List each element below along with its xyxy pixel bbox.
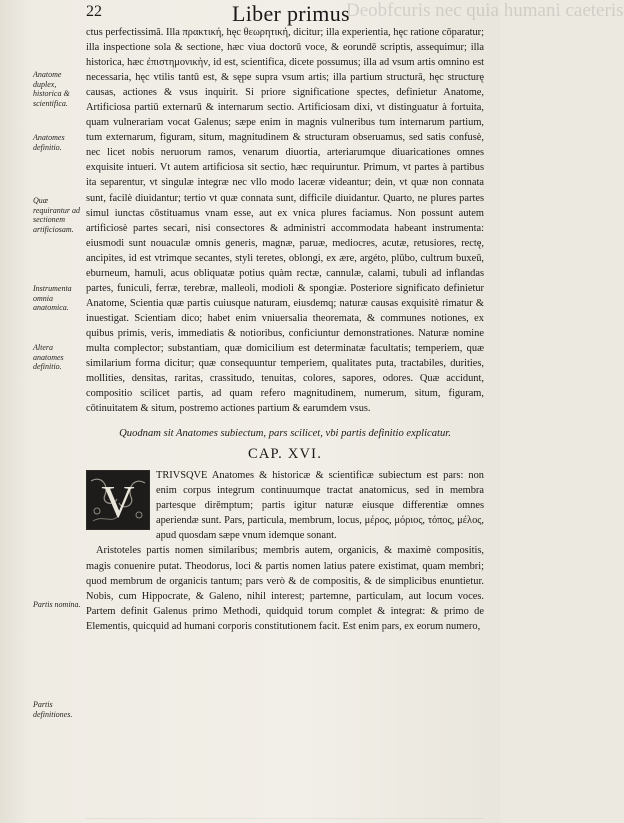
page-bottom-edge — [86, 818, 484, 819]
running-header: Liber primus — [232, 1, 350, 26]
chapter-heading: CAP. XVI. — [247, 446, 323, 463]
dropcap-letter: V — [101, 476, 135, 528]
margin-note-partis-nomina: Partis nomina. — [33, 600, 81, 609]
margin-note-partis-definitiones: Partis definitiones. — [33, 700, 73, 719]
chapter-paragraph-1-text: TRIVSQVE Anatomes & historicæ & scientificæ subiectum est pars: non enim corpus integrum continuumque tractat anatomicus, sed in membra partesque dirēmptum; partis igitur naturæ eiusque differentiæ omnes aperiendæ sunt. Pars, particula, membrum, locus, μέρος, μόριος, τόπος, μέλος, apud quosdam sæpe vnum idemque sonant. — [156, 470, 484, 542]
margin-note-anatome-duplex: Anatome duplex, historica & scientifica. — [33, 70, 70, 108]
chapter-paragraph-2: Aristoteles partis nomen similaribus; membris autem, organicis, & maximè compositis, magis conuenire putat. Theodorus, loci & partis nomen latius patere existimat, quam membri; quod membrum de organicis tantum; pars verò & de compositis, & de simplicibus enuntietur. Nobis, cum Hippocrate, & Galeno, nihil interest; partemne, particulam, aut locum voces. Partem definit Galenus primo Methodi, quidquid torum complet & integrat: & primo de Elementis, quicquid ad humani corporis constitutionem facit. Est enim pars, ex eorum numero, — [86, 545, 484, 632]
dropcap-ornament — [86, 470, 150, 530]
text-column — [86, 25, 484, 634]
margin-note-instrumenta: Instrumenta omnia anatomica. — [33, 284, 72, 313]
page-number: 22 — [86, 3, 102, 20]
margin-note-quae-requirantur: Quæ requirantur ad sectionem artificiosam. — [33, 196, 81, 234]
bleed-through-text: Deobfcuris nec quia humani caeteris — [346, 0, 624, 21]
section-subtitle: Quodnam sit Anatomes subiectum, pars scilicet, vbi partis definitio explicatur. — [119, 428, 451, 440]
margin-note-altera-definitio: Altera anatomes definitio. — [33, 343, 64, 372]
chapter-paragraph-1 — [86, 468, 484, 543]
main-paragraph: ctus perfectissimâ. Illa πρακτική, hęc θεωρητική, dicitur; illa experientia, hęc ratione cōparatur; illa inspectione sola & sectione, hæc viua doctorū voce, & eorundē scriptis, assequimur; illa historica, hæc ἐπιστημονικὴν, id est, scientifica, dicete possumus; illa ad vsum artis omnino est necessaria, hęc vtilis tantū est, & sępe supra vsum artis; illa partium structurā, hęc structurę causas, actiones & vsus inquirit. Si priore significatione spectes, definietur Anatome, Artificiosa partiū externarū & internarum sectio. Artificiosam dixi, vt distinguatur à fortuita, quam vulnerariam vocat Galenus; sæpe enim in magnis vulneribus tum internarum partium, tum externarum, figuram, situm, magnitudinem & structuram obseruamus, sed satis confusè, nec licet nobis neruorum ramos, venarum diuortia, arteriarumque diuaricationes omnes exquisite intueri. Vt autem artificiosa sit sectio, hæc requiruntur. Primum, vt partes à partibus ita separentur, vt singulæ integræ nec vllo modo laceræ videantur; dein, vt quæ non connata sunt, facilè diuidantur; tertio vt quæ connata sunt, difficile diuidantur. Quarto, ne plures partes simul iunctas cōstituamus vnam esse, aut ex vnica plures faciamus. Non possunt autem artificiosè partes secari, nisi consectores & administri accommodata habeant instrumenta: eiusmodi sunt nouaculæ omnis generis, magnæ, paruæ, mediocres, acutæ, retusiores, rectę, ancipites, id est vtrimque secantes, styli teretes, oblongi, ex ære, argéto, plūbo, cultrum buxeū, eburneum, hamuli, acus obliquatæ potius quàm rectæ, cannulæ, calami, tubuli ad inflandas partes, funiculi, ferræ, terebræ, malleoli, modioli & spongiæ. Posteriore significato definietur Anatome, Scientia quæ partis cuiusque naturam, eiusdemq; naturæ causas exquisitè rimatur & inuestigat. Scientiam dico; habet enim vniuersalia theoremata, & communes notiones, ex quibus primis, veris, immediatis & notioribus, conficiuntur demonstrationes. Naturæ nomine multa complector; substantiam, quæ domicilium est determinatæ facultatis; temperiem, quæ similarium forma dicitur; quæ consequuntur temperiem, qualitates puta, tractabiles, durities, mollities, densitas, raritas, crassitudo, tenuitas, colores, sapores, odores. Quæ accidunt, compositio scilicet partis, ad quam refero magnitudinem, numerum, situm, figuram, cōtinuitatem & situm, postremo actiones partium & earumdem vsus. — [86, 27, 484, 415]
margin-note-anatomes-definitio: Anatomes definitio. — [33, 133, 65, 152]
